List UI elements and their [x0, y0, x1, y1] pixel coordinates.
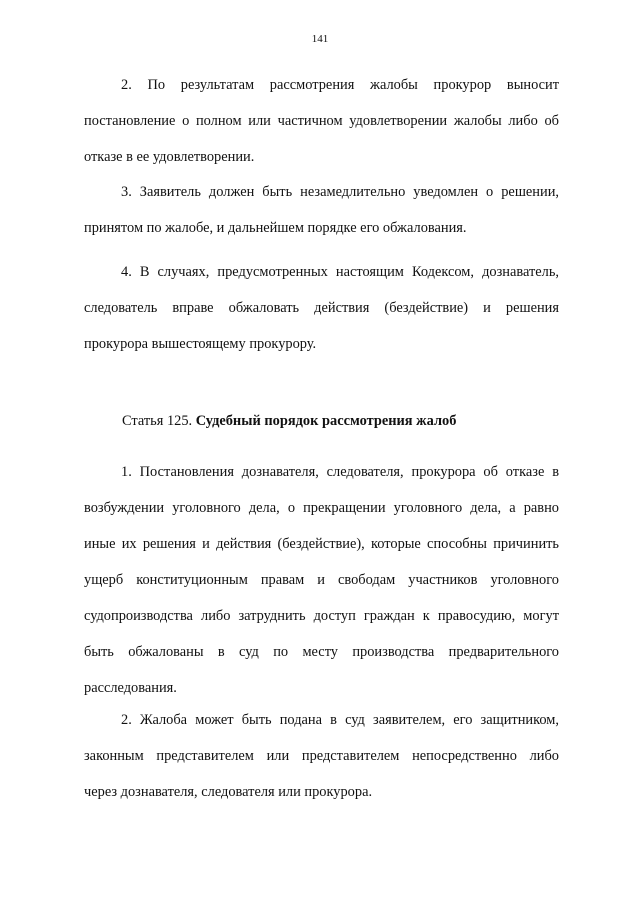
text-line: ущерб конституционным правам и свободам участников уголовного — [84, 572, 559, 588]
text-line: прокурора вышестоящему прокурору. — [84, 336, 317, 352]
text-line: 2. Жалоба может быть подана в суд заявителем, его защитником, — [121, 712, 559, 728]
text-line: законным представителем или представителем непосредственно либо — [84, 748, 559, 764]
article-label: Статья 125. — [122, 413, 193, 429]
text-line: 4. В случаях, предусмотренных настоящим Кодексом, дознаватель, — [121, 264, 559, 280]
text-line: судопроизводства либо затруднить доступ граждан к правосудию, могут — [84, 608, 559, 624]
text-line: расследования. — [84, 680, 177, 696]
article-paragraph-1 — [84, 454, 559, 706]
text-line: 1. Постановления дознавателя, следователя, прокурора об отказе в — [121, 464, 559, 480]
paragraph-2-prosecutor-decision — [84, 67, 559, 175]
text-line: принятом по жалобе, и дальнейшем порядке его обжалования. — [84, 220, 467, 236]
text-line: следователь вправе обжаловать действия (бездействие) и решения — [84, 300, 559, 316]
text-line: возбуждении уголовного дела, о прекращении уголовного дела, а равно — [84, 500, 559, 516]
text-line: 2. По результатам рассмотрения жалобы прокурор выносит — [121, 77, 559, 93]
article-heading — [122, 403, 456, 439]
article-paragraph-2 — [84, 702, 559, 810]
article-title: Судебный порядок рассмотрения жалоб — [195, 413, 457, 429]
page-number: 141 — [311, 33, 329, 45]
text-line: отказе в ее удовлетворении. — [84, 149, 255, 165]
paragraph-3-applicant-notification — [84, 174, 559, 246]
text-line: 3. Заявитель должен быть незамедлительно уведомлен о решении, — [121, 184, 559, 200]
text-line: быть обжалованы в суд по месту производства предварительного — [84, 644, 559, 660]
text-line: постановление о полном или частичном удовлетворении жалобы либо об — [84, 113, 559, 129]
paragraph-4-appeal-rights — [84, 254, 559, 362]
text-line: иные их решения и действия (бездействие), которые способны причинить — [84, 536, 559, 552]
text-line: через дознавателя, следователя или прокурора. — [84, 784, 373, 800]
